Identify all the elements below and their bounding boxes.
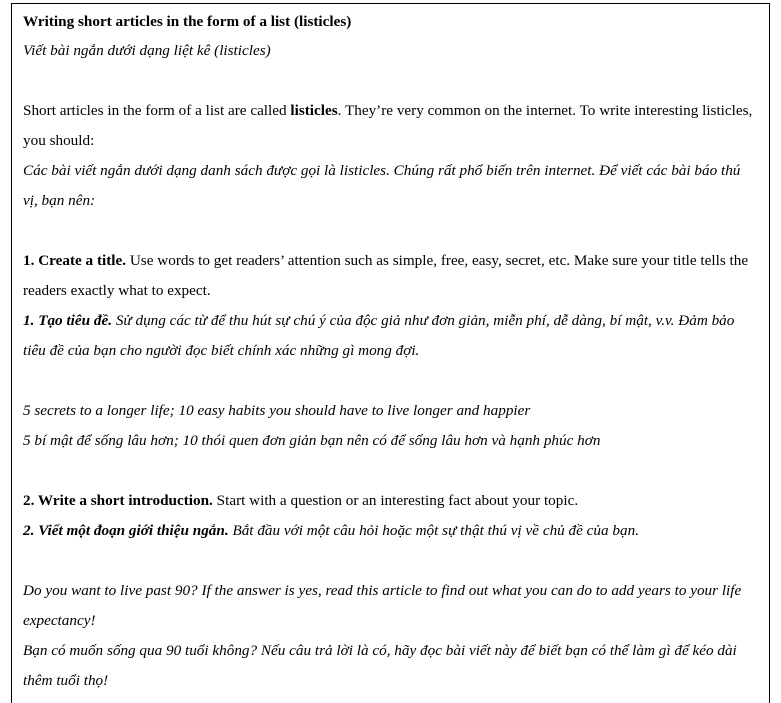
intro-text-before-bold: Short articles in the form of a list are called: [23, 102, 291, 119]
item-2-vietnamese: [23, 516, 758, 546]
item-1-heading-english: 1. Create a title.: [23, 252, 127, 269]
spacer-after-item-1: [23, 456, 758, 486]
document-title-english: Writing short articles in the form of a list (listicles): [23, 13, 352, 30]
document-body: [23, 8, 758, 696]
item-2-example-english: Do you want to live past 90? If the answer is yes, read this article to find out what you can do to add years to your life expectancy!: [23, 582, 742, 629]
spacer-before-example-2: [23, 546, 758, 576]
item-1-example-vietnamese: 5 bí mật để sống lâu hơn; 10 thói quen đơn giản bạn nên có để sống lâu hơn và hạnh phúc hơn: [23, 432, 601, 449]
intro-paragraph-english: [23, 96, 758, 156]
item-2-text-vietnamese: Bắt đầu với một câu hỏi hoặc một sự thật thú vị về chủ đề của bạn.: [228, 522, 639, 539]
spacer-after-intro: [23, 216, 758, 246]
intro-bold-term: listicles: [290, 102, 338, 119]
item-1-vietnamese: [23, 306, 758, 366]
intro-paragraph-vietnamese: Các bài viết ngắn dưới dạng danh sách được gọi là listicles. Chúng rất phổ biến trên internet. Để viết các bài báo thú vị, bạn nên:: [23, 162, 741, 209]
intro-text-after-bold: . They’re very common on the internet. To write interesting listicles, you should:: [23, 102, 753, 149]
item-1-text-vietnamese: Sử dụng các từ để thu hút sự chú ý của độc giả như đơn giản, miễn phí, dễ dàng, bí mật, v.v. Đảm bảo tiêu đề của bạn cho người đọc biết chính xác những gì mong đợi.: [23, 312, 735, 359]
item-1-text-english: Use words to get readers’ attention such as simple, free, easy, secret, etc. Make sure your title tells the readers exactly what to expect.: [23, 252, 749, 299]
item-2-heading-english: 2. Write a short introduction.: [23, 492, 213, 509]
spacer-before-example-1: [23, 366, 758, 396]
item-1-english: [23, 246, 758, 306]
item-1-heading-vietnamese: 1. Tạo tiêu đề.: [23, 312, 113, 329]
item-1-example-english: 5 secrets to a longer life; 10 easy habits you should have to live longer and happier: [23, 402, 531, 419]
item-2-text-english: Start with a question or an interesting fact about your topic.: [212, 492, 579, 509]
document-title-vietnamese: Viết bài ngắn dưới dạng liệt kê (listicles): [23, 42, 271, 59]
bordered-text-frame: [11, 3, 770, 703]
item-2-heading-vietnamese: 2. Viết một đoạn giới thiệu ngắn.: [23, 522, 229, 539]
item-2-example-vietnamese: Bạn có muốn sống qua 90 tuổi không? Nếu câu trả lời là có, hãy đọc bài viết này để biết bạn có thể làm gì để kéo dài thêm tuổi thọ!: [23, 642, 737, 689]
item-2-english: [23, 486, 758, 516]
spacer-after-title: [23, 66, 758, 96]
